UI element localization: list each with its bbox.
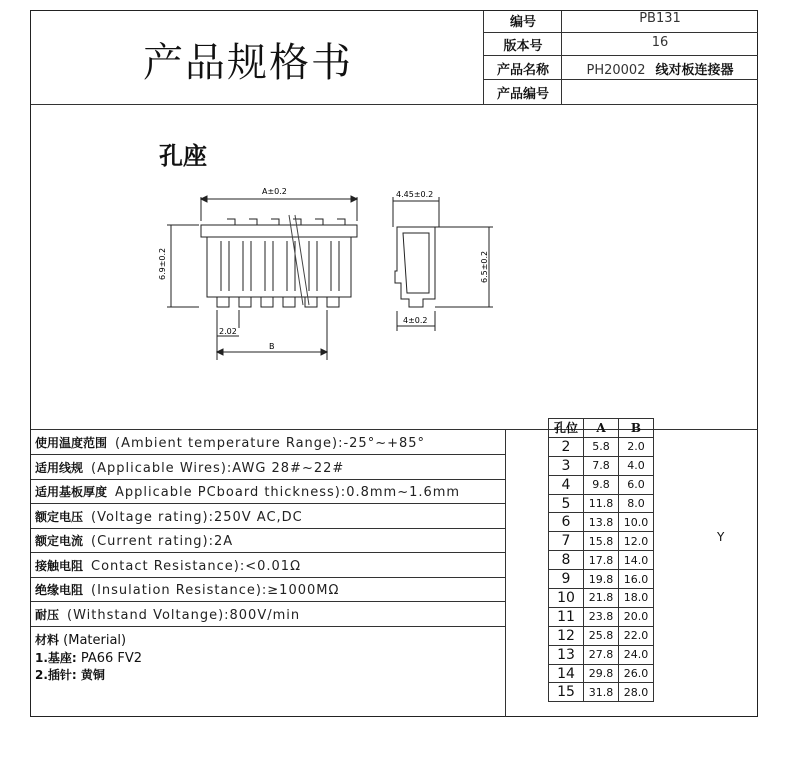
cell-b: 8.0 xyxy=(619,494,654,513)
table-row xyxy=(549,494,654,513)
spec-divider xyxy=(505,429,506,717)
cell-a: 11.8 xyxy=(584,494,619,513)
cell-a: 31.8 xyxy=(584,683,619,702)
table-row xyxy=(549,532,654,551)
table-row xyxy=(549,626,654,645)
spec-row-line xyxy=(31,503,505,504)
header-value-version: 16 xyxy=(651,35,669,50)
material-line-pin: 2.插针: 黄铜 xyxy=(35,668,105,682)
cell-a: 13.8 xyxy=(584,513,619,532)
header-label-product-name: 产品名称 xyxy=(496,63,549,78)
dim-a-label: A±0.2 xyxy=(262,187,287,196)
cell-b: 18.0 xyxy=(619,589,654,608)
cell-a: 23.8 xyxy=(584,607,619,626)
header-row-line xyxy=(483,32,758,33)
cell-a: 5.8 xyxy=(584,437,619,456)
spec-contact-resistance: 接触电阻 Contact Resistance):<0.01Ω xyxy=(35,559,302,574)
cell-a: 25.8 xyxy=(584,626,619,645)
cell-positions: 10 xyxy=(549,589,584,608)
table-row xyxy=(549,570,654,589)
table-row xyxy=(549,437,654,456)
cell-a: 7.8 xyxy=(584,456,619,475)
cell-positions: 6 xyxy=(549,513,584,532)
cell-a: 17.8 xyxy=(584,551,619,570)
cell-positions: 8 xyxy=(549,551,584,570)
table-row xyxy=(549,456,654,475)
cell-positions: 5 xyxy=(549,494,584,513)
connector-drawing xyxy=(31,105,758,435)
dim-side-bottom-label: 4±0.2 xyxy=(403,316,428,325)
cell-b: 14.0 xyxy=(619,551,654,570)
cell-positions: 12 xyxy=(549,626,584,645)
header-divider xyxy=(483,11,484,104)
cell-a: 9.8 xyxy=(584,475,619,494)
cell-b: 6.0 xyxy=(619,475,654,494)
spec-pcb-thickness: 适用基板厚度 Applicable PCboard thickness):0.8mm~1.6mm xyxy=(35,485,461,500)
material-title: 材料 (Material) xyxy=(35,633,127,648)
spec-voltage: 额定电压 (Voltage rating):250V AC,DC xyxy=(35,510,303,525)
column-header-a: A xyxy=(584,419,619,438)
cell-a: 29.8 xyxy=(584,664,619,683)
spec-row-line xyxy=(31,577,505,578)
table-row xyxy=(549,475,654,494)
cell-b: 28.0 xyxy=(619,683,654,702)
table-row xyxy=(549,664,654,683)
spec-wires: 适用线规 (Applicable Wires):AWG 28#~22# xyxy=(35,461,345,476)
cell-positions: 11 xyxy=(549,607,584,626)
table-row xyxy=(549,551,654,570)
header-label-number: 编号 xyxy=(509,15,536,30)
table-row xyxy=(549,607,654,626)
spec-row-line xyxy=(31,454,505,455)
cell-b: 10.0 xyxy=(619,513,654,532)
spec-row-line xyxy=(31,626,505,627)
section-title: 孔座 xyxy=(159,142,207,170)
cell-a: 15.8 xyxy=(584,532,619,551)
cell-b: 2.0 xyxy=(619,437,654,456)
cell-b: 12.0 xyxy=(619,532,654,551)
cell-positions: 2 xyxy=(549,437,584,456)
stray-mark: Y xyxy=(717,530,725,544)
cell-positions: 7 xyxy=(549,532,584,551)
cell-b: 26.0 xyxy=(619,664,654,683)
housing-top xyxy=(201,225,357,237)
product-code: PH20002 xyxy=(586,63,646,78)
material-line-base: 1.基座: PA66 FV2 xyxy=(35,651,143,666)
table-row xyxy=(549,589,654,608)
table-row xyxy=(549,683,654,702)
dim-side-width-label: 4.45±0.2 xyxy=(396,190,434,199)
cell-a: 19.8 xyxy=(584,570,619,589)
header-row-line xyxy=(483,79,758,80)
cell-positions: 15 xyxy=(549,683,584,702)
spec-temperature: 使用温度范围 (Ambient temperature Range):-25°~+85° xyxy=(35,436,426,451)
table-header-row xyxy=(549,419,654,438)
cell-a: 21.8 xyxy=(584,589,619,608)
cell-b: 16.0 xyxy=(619,570,654,589)
cell-b: 22.0 xyxy=(619,626,654,645)
header-value-product-name xyxy=(562,59,758,78)
pin-dimension-table xyxy=(548,418,654,702)
column-header-positions: 孔位 xyxy=(549,419,584,438)
dim-side-height-label: 6.5±0.2 xyxy=(480,250,489,283)
cell-positions: 9 xyxy=(549,570,584,589)
spec-withstand-voltage: 耐压 (Withstand Voltange):800V/min xyxy=(35,608,301,623)
cell-b: 20.0 xyxy=(619,607,654,626)
cell-positions: 14 xyxy=(549,664,584,683)
spec-row-line xyxy=(31,479,505,480)
header-value-number: PB131 xyxy=(639,11,681,26)
cell-positions: 4 xyxy=(549,475,584,494)
dim-height-label: 6.9±0.2 xyxy=(158,247,167,280)
spec-row-line xyxy=(31,528,505,529)
product-name-cn: 线对板连接器 xyxy=(655,63,734,78)
spec-current: 额定电流 (Current rating):2A xyxy=(35,534,234,549)
document-title: 产品规格书 xyxy=(143,40,353,86)
cell-positions: 3 xyxy=(549,456,584,475)
header-label-version: 版本号 xyxy=(503,39,543,54)
cell-positions: 13 xyxy=(549,645,584,664)
dim-pitch-label: 2.02 xyxy=(219,327,237,336)
cell-b: 4.0 xyxy=(619,456,654,475)
spec-row-line xyxy=(31,601,505,602)
header-label-product-id: 产品编号 xyxy=(496,87,549,102)
dim-b-label: B xyxy=(269,342,275,351)
column-header-b: B xyxy=(619,419,654,438)
header-row-line xyxy=(483,55,758,56)
cell-a: 27.8 xyxy=(584,645,619,664)
spec-row-line xyxy=(31,552,505,553)
table-row xyxy=(549,513,654,532)
spec-insulation-resistance: 绝缘电阻 (Insulation Resistance):≥1000MΩ xyxy=(35,583,340,598)
table-row xyxy=(549,645,654,664)
cell-b: 24.0 xyxy=(619,645,654,664)
